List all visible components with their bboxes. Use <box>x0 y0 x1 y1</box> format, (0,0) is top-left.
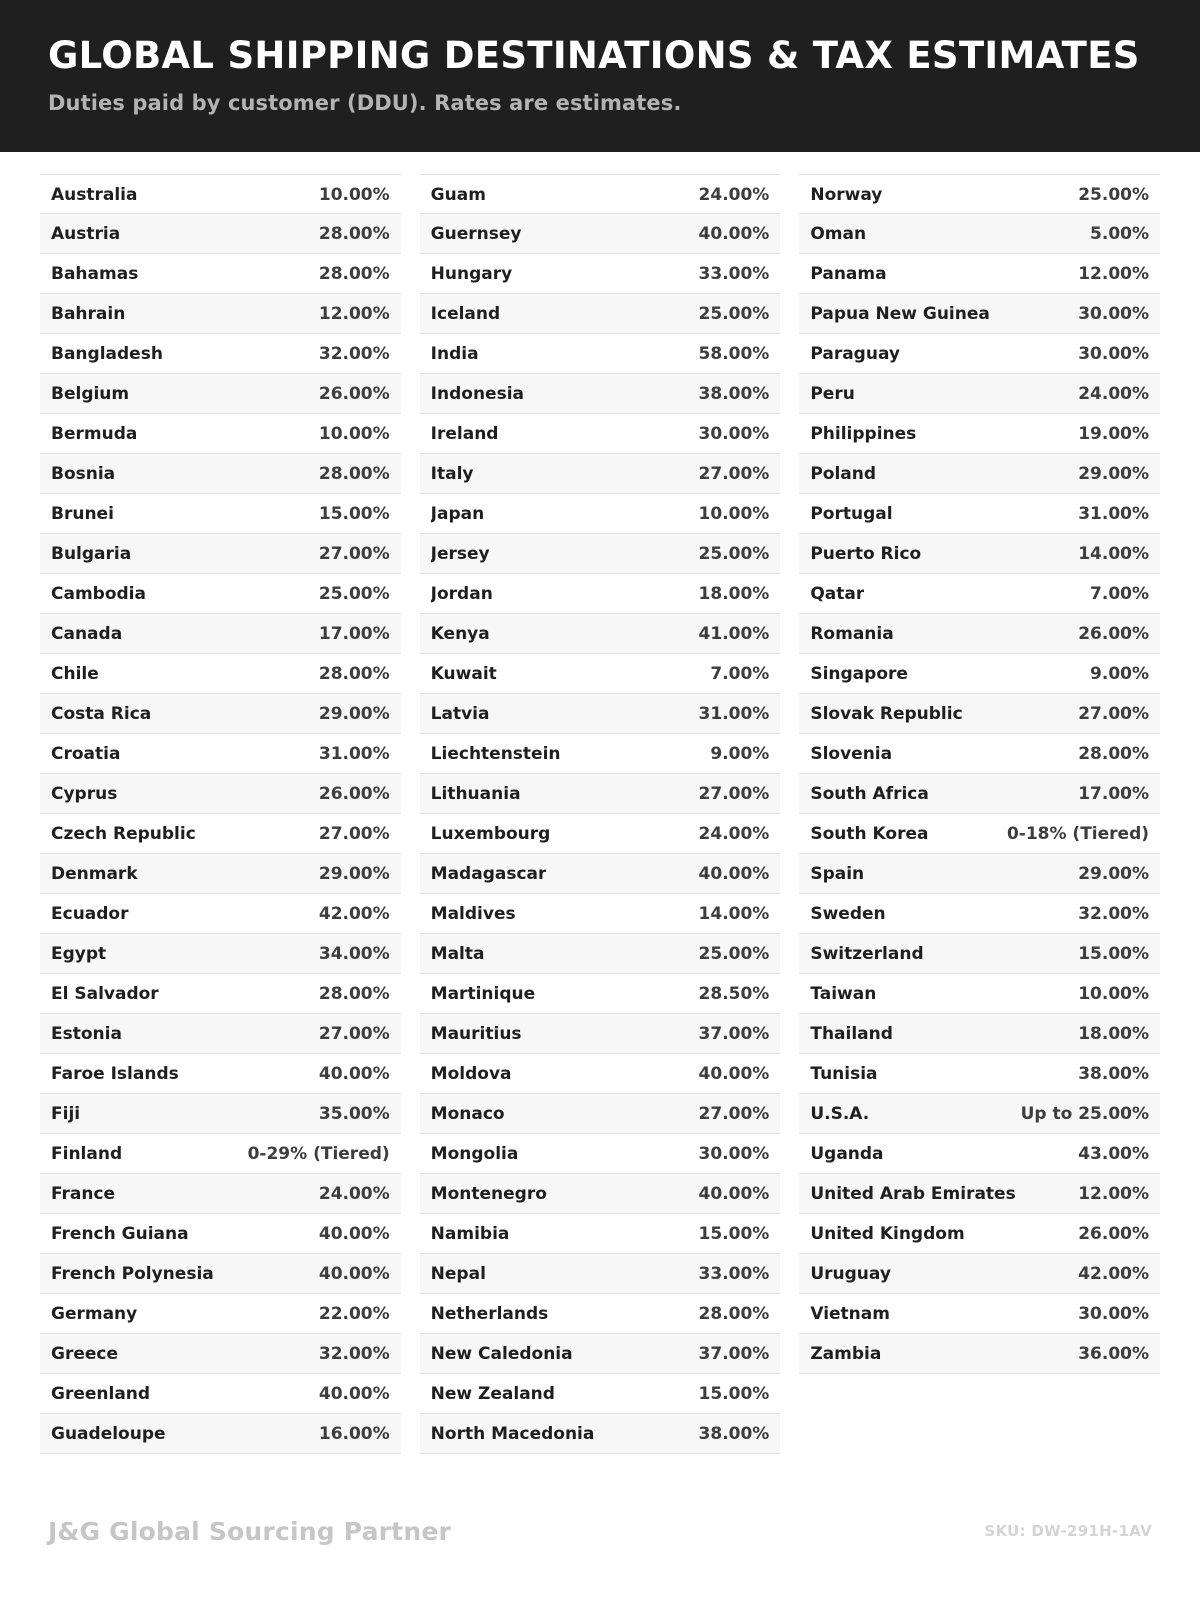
table-row <box>40 374 401 414</box>
country-name: Finland <box>51 1144 123 1164</box>
country-name: Monaco <box>430 1104 505 1124</box>
country-name: United Kingdom <box>810 1224 965 1244</box>
table-row <box>40 334 401 374</box>
tax-rate-value: 30.00% <box>698 1144 770 1164</box>
country-name: Austria <box>51 224 121 244</box>
tax-rate-value: 32.00% <box>1078 904 1150 924</box>
country-name: El Salvador <box>51 984 159 1004</box>
table-row <box>799 974 1160 1014</box>
tax-rate-value: 42.00% <box>318 904 390 924</box>
country-name: United Arab Emirates <box>810 1184 1016 1204</box>
tax-rate-value: 34.00% <box>318 944 390 964</box>
country-name: Mongolia <box>430 1144 519 1164</box>
rates-column-3 <box>799 174 1160 1454</box>
tax-rate-value: 9.00% <box>1090 664 1150 684</box>
tax-rate-value: 10.00% <box>318 185 390 205</box>
country-name: Vietnam <box>810 1304 890 1324</box>
tax-rate-value: 12.00% <box>1078 1184 1150 1204</box>
country-name: Norway <box>810 185 883 205</box>
tax-rate-value: 40.00% <box>698 1184 770 1204</box>
tax-rate-value: 43.00% <box>1078 1144 1150 1164</box>
country-name: Maldives <box>430 904 516 924</box>
table-row <box>799 1054 1160 1094</box>
tax-rate-value: 10.00% <box>698 504 770 524</box>
table-row <box>799 534 1160 574</box>
tax-rate-value: 26.00% <box>318 384 390 404</box>
tax-rate-value: 27.00% <box>698 1104 770 1124</box>
tax-rate-value: 15.00% <box>318 504 390 524</box>
tax-rate-value: 7.00% <box>710 664 770 684</box>
table-row <box>799 654 1160 694</box>
table-row <box>420 1094 781 1134</box>
country-name: Bahamas <box>51 264 139 284</box>
tax-rate-value: 30.00% <box>1078 1304 1150 1324</box>
country-name: South Africa <box>810 784 929 804</box>
table-row <box>40 254 401 294</box>
table-row <box>420 214 781 254</box>
table-row <box>799 774 1160 814</box>
country-name: Egypt <box>51 944 107 964</box>
country-name: Mauritius <box>430 1024 522 1044</box>
country-name: South Korea <box>810 824 929 844</box>
table-row <box>40 1134 401 1174</box>
table-row <box>40 774 401 814</box>
tax-rate-value: 27.00% <box>698 784 770 804</box>
tax-rate-value: 22.00% <box>318 1304 390 1324</box>
table-row <box>40 1374 401 1414</box>
tax-rate-value: 27.00% <box>698 464 770 484</box>
country-name: Cambodia <box>51 584 146 604</box>
table-row <box>420 814 781 854</box>
country-name: Bulgaria <box>51 544 132 564</box>
country-name: Hungary <box>430 264 513 284</box>
country-name: Oman <box>810 224 867 244</box>
country-name: Paraguay <box>810 344 900 364</box>
tax-rate-value: 30.00% <box>1078 304 1150 324</box>
tax-rate-value: 29.00% <box>318 704 390 724</box>
country-name: Uganda <box>810 1144 884 1164</box>
tax-rate-value: 40.00% <box>318 1224 390 1244</box>
country-name: Jordan <box>430 584 493 604</box>
tax-rate-value: 28.00% <box>698 1304 770 1324</box>
tax-rate-value: 25.00% <box>318 584 390 604</box>
table-row <box>40 654 401 694</box>
tax-rate-value: 58.00% <box>698 344 770 364</box>
tax-rate-value: 14.00% <box>698 904 770 924</box>
table-row <box>799 814 1160 854</box>
country-name: Slovak Republic <box>810 704 963 724</box>
tax-rate-value: 32.00% <box>318 344 390 364</box>
rates-column-2 <box>420 174 781 1454</box>
table-row <box>420 1014 781 1054</box>
table-row <box>40 294 401 334</box>
table-row <box>420 374 781 414</box>
country-name: Malta <box>430 944 485 964</box>
country-name: Switzerland <box>810 944 924 964</box>
country-name: Guadeloupe <box>51 1424 166 1444</box>
country-name: Ecuador <box>51 904 129 924</box>
table-row <box>40 1094 401 1134</box>
table-row <box>799 734 1160 774</box>
country-name: Bangladesh <box>51 344 163 364</box>
table-row <box>420 254 781 294</box>
country-name: Philippines <box>810 424 917 444</box>
tax-rate-value: 38.00% <box>698 384 770 404</box>
table-row <box>799 894 1160 934</box>
tax-rate-value: 36.00% <box>1078 1344 1150 1364</box>
country-name: Bermuda <box>51 424 138 444</box>
tax-rate-value: 0-29% (Tiered) <box>247 1144 390 1164</box>
table-row <box>40 454 401 494</box>
tax-rate-value: 17.00% <box>1078 784 1150 804</box>
table-row <box>799 1254 1160 1294</box>
country-name: Qatar <box>810 584 865 604</box>
country-name: Namibia <box>430 1224 510 1244</box>
table-row <box>799 374 1160 414</box>
table-row <box>420 654 781 694</box>
table-row <box>799 494 1160 534</box>
table-row <box>40 1174 401 1214</box>
country-name: Papua New Guinea <box>810 304 990 324</box>
tax-rate-value: 17.00% <box>318 624 390 644</box>
country-name: Guam <box>430 185 486 205</box>
table-row <box>799 1094 1160 1134</box>
table-row <box>40 574 401 614</box>
country-name: Tunisia <box>810 1064 878 1084</box>
country-name: Portugal <box>810 504 893 524</box>
table-row <box>799 174 1160 214</box>
tax-rate-value: 25.00% <box>698 304 770 324</box>
country-name: Nepal <box>430 1264 486 1284</box>
tax-rate-value: 14.00% <box>1078 544 1150 564</box>
table-row <box>420 734 781 774</box>
tax-rate-value: 24.00% <box>1078 384 1150 404</box>
table-row <box>420 894 781 934</box>
tax-rate-value: 31.00% <box>698 704 770 724</box>
tax-rate-value: 40.00% <box>698 1064 770 1084</box>
sku-label: SKU: DW-291H-1AV <box>984 1522 1152 1540</box>
country-name: Canada <box>51 624 123 644</box>
table-row <box>420 174 781 214</box>
country-name: Sweden <box>810 904 886 924</box>
table-row <box>420 1414 781 1454</box>
tax-rate-value: 28.00% <box>1078 744 1150 764</box>
tax-rate-value: 40.00% <box>318 1384 390 1404</box>
country-name: Bosnia <box>51 464 116 484</box>
country-name: Madagascar <box>430 864 547 884</box>
country-name: Kenya <box>430 624 490 644</box>
country-name: India <box>430 344 479 364</box>
tax-rate-value: 12.00% <box>318 304 390 324</box>
table-row <box>40 494 401 534</box>
country-name: Uruguay <box>810 1264 891 1284</box>
tax-rate-value: 28.00% <box>318 264 390 284</box>
country-name: U.S.A. <box>810 1104 870 1124</box>
table-row <box>420 454 781 494</box>
tax-rate-value: 15.00% <box>698 1384 770 1404</box>
country-name: Australia <box>51 185 138 205</box>
table-row <box>420 1374 781 1414</box>
country-name: Bahrain <box>51 304 126 324</box>
country-name: Fiji <box>51 1104 81 1124</box>
country-name: New Zealand <box>430 1384 555 1404</box>
page-title: GLOBAL SHIPPING DESTINATIONS & TAX ESTIMATES <box>48 34 1140 77</box>
tax-rate-value: 25.00% <box>698 944 770 964</box>
tax-rate-value: 37.00% <box>698 1344 770 1364</box>
country-name: New Caledonia <box>430 1344 573 1364</box>
country-name: Denmark <box>51 864 138 884</box>
country-name: Latvia <box>430 704 490 724</box>
tax-rate-value: 26.00% <box>318 784 390 804</box>
table-row <box>420 854 781 894</box>
country-name: Romania <box>810 624 894 644</box>
table-row <box>420 294 781 334</box>
table-row <box>420 774 781 814</box>
tax-rate-value: 31.00% <box>1078 504 1150 524</box>
table-row <box>420 1294 781 1334</box>
tax-rate-value: 28.50% <box>698 984 770 1004</box>
table-row <box>799 574 1160 614</box>
table-row <box>40 214 401 254</box>
country-name: Estonia <box>51 1024 122 1044</box>
table-row <box>799 934 1160 974</box>
tax-rate-value: 24.00% <box>318 1184 390 1204</box>
country-name: Lithuania <box>430 784 521 804</box>
tax-rate-value: 30.00% <box>1078 344 1150 364</box>
country-name: France <box>51 1184 116 1204</box>
table-row <box>799 1174 1160 1214</box>
country-name: Moldova <box>430 1064 512 1084</box>
rates-columns <box>0 152 1200 1454</box>
tax-rate-value: 32.00% <box>318 1344 390 1364</box>
country-name: North Macedonia <box>430 1424 595 1444</box>
table-row <box>799 854 1160 894</box>
tax-rate-value: 33.00% <box>698 264 770 284</box>
table-row <box>420 414 781 454</box>
country-name: Poland <box>810 464 877 484</box>
tax-rate-value: 12.00% <box>1078 264 1150 284</box>
tax-rate-value: 40.00% <box>698 224 770 244</box>
country-name: Jersey <box>430 544 490 564</box>
table-row <box>40 974 401 1014</box>
tax-rate-value: 19.00% <box>1078 424 1150 444</box>
tax-rate-value: 5.00% <box>1090 224 1150 244</box>
table-row <box>799 294 1160 334</box>
tax-rate-value: 38.00% <box>698 1424 770 1444</box>
table-row <box>40 894 401 934</box>
table-row <box>799 694 1160 734</box>
table-row <box>420 494 781 534</box>
tax-rate-value: 18.00% <box>1078 1024 1150 1044</box>
tax-rate-value: 0-18% (Tiered) <box>1006 824 1150 844</box>
country-name: Ireland <box>430 424 499 444</box>
table-row <box>420 1214 781 1254</box>
country-name: Brunei <box>51 504 114 524</box>
tax-rate-value: 31.00% <box>318 744 390 764</box>
table-row <box>799 1134 1160 1174</box>
table-row <box>420 974 781 1014</box>
tax-rate-value: 27.00% <box>318 824 390 844</box>
table-row <box>799 1294 1160 1334</box>
tax-rate-value: Up to 25.00% <box>1020 1104 1150 1124</box>
country-name: Liechtenstein <box>430 744 561 764</box>
country-name: Chile <box>51 664 99 684</box>
table-row <box>40 1254 401 1294</box>
country-name: Puerto Rico <box>810 544 922 564</box>
tax-rate-value: 35.00% <box>318 1104 390 1124</box>
country-name: Singapore <box>810 664 908 684</box>
tax-rate-value: 25.00% <box>1078 185 1150 205</box>
tax-rate-value: 42.00% <box>1078 1264 1150 1284</box>
country-name: Panama <box>810 264 887 284</box>
table-row <box>420 1174 781 1214</box>
tax-rate-value: 24.00% <box>698 185 770 205</box>
country-name: Belgium <box>51 384 130 404</box>
tax-rate-value: 27.00% <box>318 544 390 564</box>
tax-rate-value: 27.00% <box>318 1024 390 1044</box>
table-row <box>40 1294 401 1334</box>
country-name: Martinique <box>430 984 536 1004</box>
page-footer <box>0 1480 1200 1600</box>
country-name: Croatia <box>51 744 121 764</box>
table-row <box>40 534 401 574</box>
table-row <box>799 614 1160 654</box>
table-row <box>40 1414 401 1454</box>
tax-rate-value: 29.00% <box>318 864 390 884</box>
table-row <box>420 334 781 374</box>
country-name: Thailand <box>810 1024 893 1044</box>
table-row <box>799 334 1160 374</box>
table-row <box>799 414 1160 454</box>
tax-rate-value: 28.00% <box>318 984 390 1004</box>
country-name: Montenegro <box>430 1184 547 1204</box>
table-row <box>40 814 401 854</box>
brand-label: J&G Global Sourcing Partner <box>48 1516 452 1546</box>
country-name: Luxembourg <box>430 824 551 844</box>
country-name: Iceland <box>430 304 501 324</box>
tax-rate-value: 18.00% <box>698 584 770 604</box>
country-name: Kuwait <box>430 664 497 684</box>
table-row <box>799 1214 1160 1254</box>
table-row <box>420 1054 781 1094</box>
country-name: Spain <box>810 864 865 884</box>
tax-rate-value: 40.00% <box>698 864 770 884</box>
country-name: Indonesia <box>430 384 524 404</box>
tax-rate-value: 33.00% <box>698 1264 770 1284</box>
tax-rate-value: 27.00% <box>1078 704 1150 724</box>
country-name: Peru <box>810 384 855 404</box>
table-row <box>420 614 781 654</box>
table-row <box>799 1014 1160 1054</box>
country-name: Czech Republic <box>51 824 196 844</box>
page-subtitle: Duties paid by customer (DDU). Rates are estimates. <box>48 90 682 115</box>
tax-rate-value: 10.00% <box>318 424 390 444</box>
table-row <box>799 254 1160 294</box>
tax-rate-value: 26.00% <box>1078 1224 1150 1244</box>
tax-rate-value: 28.00% <box>318 224 390 244</box>
table-row <box>40 1054 401 1094</box>
country-name: Netherlands <box>430 1304 549 1324</box>
table-row <box>40 854 401 894</box>
country-name: Zambia <box>810 1344 882 1364</box>
country-name: Greece <box>51 1344 119 1364</box>
country-name: Italy <box>430 464 474 484</box>
table-row <box>420 934 781 974</box>
tax-rate-value: 29.00% <box>1078 464 1150 484</box>
tax-rate-value: 24.00% <box>698 824 770 844</box>
table-row <box>40 1014 401 1054</box>
country-name: Germany <box>51 1304 138 1324</box>
country-name: French Guiana <box>51 1224 189 1244</box>
tax-rate-value: 30.00% <box>698 424 770 444</box>
tax-rate-value: 10.00% <box>1078 984 1150 1004</box>
table-row <box>40 734 401 774</box>
tax-rate-value: 37.00% <box>698 1024 770 1044</box>
table-row <box>799 454 1160 494</box>
table-row <box>40 614 401 654</box>
tax-rate-value: 15.00% <box>1078 944 1150 964</box>
country-name: Guernsey <box>430 224 522 244</box>
table-row <box>420 1334 781 1374</box>
tax-rate-value: 9.00% <box>710 744 770 764</box>
table-row <box>420 1254 781 1294</box>
tax-rate-value: 40.00% <box>318 1064 390 1084</box>
table-row <box>40 694 401 734</box>
country-name: Greenland <box>51 1384 151 1404</box>
table-row <box>420 574 781 614</box>
table-row <box>40 1214 401 1254</box>
tax-rate-value: 38.00% <box>1078 1064 1150 1084</box>
table-row <box>40 1334 401 1374</box>
table-row <box>40 934 401 974</box>
tax-rate-value: 28.00% <box>318 464 390 484</box>
country-name: Cyprus <box>51 784 118 804</box>
tax-rate-value: 16.00% <box>318 1424 390 1444</box>
tax-rate-value: 29.00% <box>1078 864 1150 884</box>
tax-rate-value: 25.00% <box>698 544 770 564</box>
table-row <box>420 694 781 734</box>
country-name: Costa Rica <box>51 704 152 724</box>
table-row <box>420 1134 781 1174</box>
tax-rate-value: 15.00% <box>698 1224 770 1244</box>
tax-rate-value: 7.00% <box>1090 584 1150 604</box>
table-row <box>799 1334 1160 1374</box>
table-row <box>40 174 401 214</box>
country-name: French Polynesia <box>51 1264 214 1284</box>
rates-column-1 <box>40 174 401 1454</box>
country-name: Slovenia <box>810 744 893 764</box>
table-row <box>799 214 1160 254</box>
country-name: Japan <box>430 504 485 524</box>
page-header <box>0 0 1200 152</box>
tax-rate-value: 41.00% <box>698 624 770 644</box>
tax-rate-value: 28.00% <box>318 664 390 684</box>
table-row <box>40 414 401 454</box>
country-name: Taiwan <box>810 984 877 1004</box>
tax-rate-value: 40.00% <box>318 1264 390 1284</box>
table-row <box>420 534 781 574</box>
country-name: Faroe Islands <box>51 1064 179 1084</box>
tax-rate-value: 26.00% <box>1078 624 1150 644</box>
